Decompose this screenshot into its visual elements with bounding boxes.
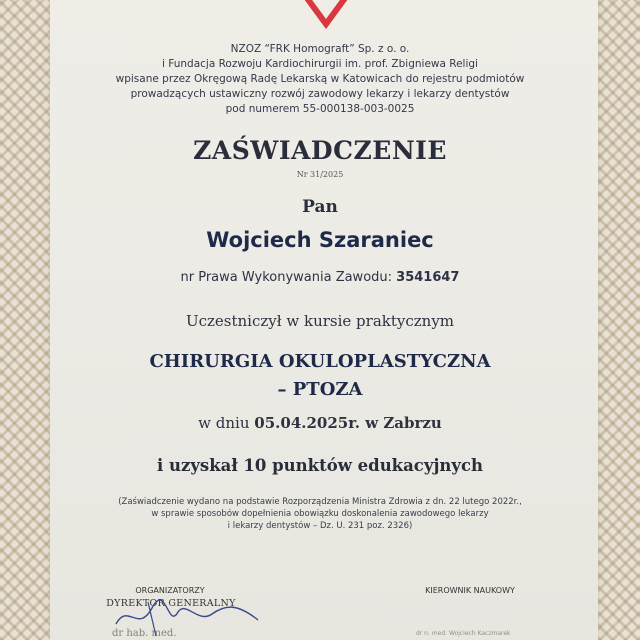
org-line: wpisane przez Okręgową Radę Lekarską w Katowicach do rejestru podmiotów [115,73,525,85]
points-awarded: i uzyskał 10 punktów edukacyjnych [156,456,484,475]
org-line: NZOZ “FRK Homograft” Sp. z o. o. [230,43,410,55]
license-number: 3541647 [396,270,460,285]
license-line [0,270,640,285]
legal-basis [0,496,640,532]
legal-line: w sprawie sposobów dopełnienia obowiązku doskonalenia zawodowego lekarzy [151,509,489,519]
salutation: Pan [302,197,338,217]
certificate-number: Nr 31/2025 [296,170,344,179]
organizers-label: ORGANIZATORZY [135,586,205,595]
legal-line: (Zaświadczenie wydano na podstawie Rozporządzenia Ministra Zdrowia z dn. 22 lutego 2022r., [118,497,522,507]
recipient-name: Wojciech Szaraniec [206,228,434,252]
director-label: DYREKTOR GENERALNY [106,598,236,609]
organization-header [0,42,640,117]
org-line: pod numerem 55-000138-003-0025 [225,103,415,115]
org-line: i Fundacja Rozwoju Kardiochirurgii im. prof. Zbigniewa Religi [162,58,478,70]
participation-text: Uczestniczył w kursie praktycznym [185,312,455,330]
legal-line: i lekarzy dentystów – Dz. U. 231 poz. 2326) [227,521,413,531]
scientific-head-signature-name: dr n. med. Wojciech Kaczmarek [416,630,511,637]
date-value: 05.04.2025r. w Zabrzu [254,414,442,432]
director-signature-name: dr hab. med. [112,628,177,639]
org-line: prowadzących ustawiczny rozwój zawodowy lekarzy i lekarzy dentystów [130,88,510,100]
license-label: nr Prawa Wykonywania Zawodu: [180,270,397,285]
heart-logo-icon [300,0,352,30]
certificate-title: ZAŚWIADCZENIE [193,136,447,165]
scientific-head-label: KIEROWNIK NAUKOWY [425,586,515,595]
course-line: CHIRURGIA OKULOPLASTYCZNA [149,351,491,372]
course-line: – PTOZA [277,379,363,400]
date-prefix: w dniu [198,414,255,432]
course-date [0,414,640,432]
course-title [0,348,640,404]
